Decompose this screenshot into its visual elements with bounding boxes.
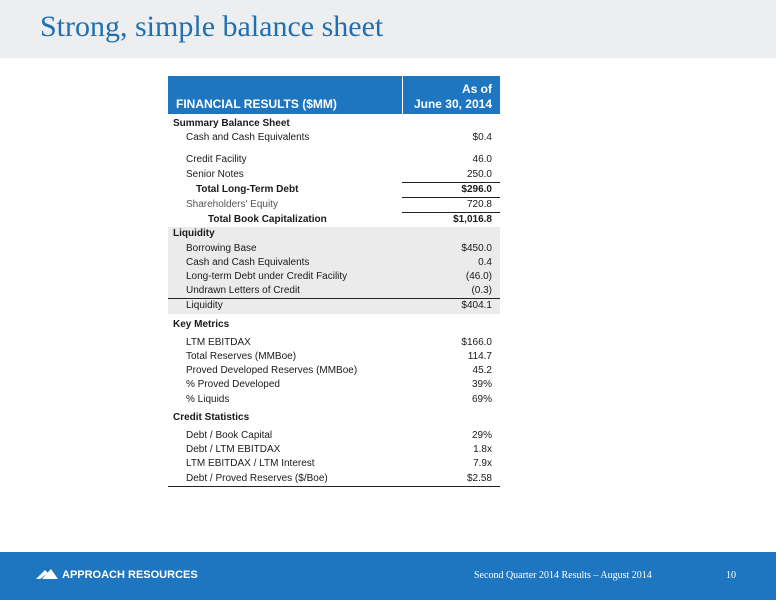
row-value: (46.0): [402, 270, 500, 284]
table-row: [168, 393, 500, 407]
row-value: 250.0: [466, 168, 492, 180]
row-value: $450.0: [402, 242, 500, 256]
section-liquidity: [168, 227, 500, 241]
section-heading: Credit Statistics: [173, 411, 250, 423]
row-value: $2.58: [402, 472, 500, 487]
row-label: Long-term Debt under Credit Facility: [168, 270, 402, 284]
company-logo-text: APPROACH RESOURCES: [62, 569, 198, 581]
row-value: 1.8x: [473, 444, 492, 456]
row-value: 0.4: [402, 256, 500, 270]
header-financial-results: FINANCIAL RESULTS ($MM): [168, 76, 402, 114]
row-label: LTM EBITDAX: [186, 336, 251, 348]
row-value: $0.4: [472, 132, 492, 144]
row-value: 45.2: [472, 365, 492, 377]
row-label: Proved Developed Reserves (MMBoe): [186, 365, 358, 377]
table-row: [168, 284, 500, 299]
row-label: Senior Notes: [186, 168, 244, 180]
table-row: [168, 378, 500, 392]
page-number: 10: [726, 570, 736, 581]
row-value: 39%: [471, 379, 492, 391]
financial-results-table: [168, 76, 500, 487]
table-row: [168, 472, 500, 487]
table-row: [168, 198, 500, 213]
table-row: [168, 168, 500, 183]
approach-logo-icon: [36, 569, 58, 579]
table-row: [168, 457, 500, 471]
table-row-liquidity-total: [168, 299, 500, 314]
row-label: Credit Facility: [186, 154, 247, 166]
header-date: June 30, 2014: [413, 97, 492, 111]
row-value: $166.0: [461, 336, 492, 348]
section-heading: Liquidity: [168, 227, 500, 241]
section-summary-balance-sheet: [168, 114, 500, 131]
row-label: Total Book Capitalization: [208, 213, 327, 225]
table-row: [168, 429, 500, 443]
row-value: $296.0: [402, 182, 500, 197]
row-value: 720.8: [402, 198, 500, 213]
row-label: Debt / LTM EBITDAX: [186, 444, 281, 456]
table-row-total-cap: [168, 213, 500, 228]
table-row: [168, 336, 500, 350]
row-label: % Proved Developed: [186, 379, 280, 391]
header-as-of: As of: [462, 82, 492, 96]
footer-bar: [0, 552, 776, 600]
row-label: Debt / Proved Reserves ($/Boe): [168, 472, 402, 487]
header-as-of-date: [402, 76, 500, 114]
table-row: [168, 242, 500, 256]
row-value: 69%: [471, 393, 492, 405]
table-row-total-ltd: [168, 182, 500, 197]
table-row: [168, 443, 500, 457]
row-value: $1,016.8: [402, 213, 500, 228]
table-row: [168, 131, 500, 145]
row-value: 29%: [471, 430, 492, 442]
footer-caption: Second Quarter 2014 Results – August 2014: [474, 570, 652, 581]
section-heading: Key Metrics: [173, 318, 230, 330]
row-value: 114.7: [467, 351, 492, 363]
row-value: $404.1: [402, 299, 500, 314]
row-label: Debt / Book Capital: [186, 430, 273, 442]
table-row: [168, 270, 500, 284]
row-label: Borrowing Base: [168, 242, 402, 256]
row-label: Undrawn Letters of Credit: [168, 284, 402, 299]
row-label: Shareholders' Equity: [186, 199, 278, 211]
table-row: [168, 364, 500, 378]
spacer-row: [168, 145, 500, 153]
table-row: [168, 256, 500, 270]
section-heading: Summary Balance Sheet: [173, 118, 290, 129]
row-label: Cash and Cash Equivalents: [168, 256, 402, 270]
page-title: Strong, simple balance sheet: [40, 10, 384, 43]
section-key-metrics: [168, 314, 500, 336]
row-label: Total Reserves (MMBoe): [186, 351, 297, 363]
row-label: Cash and Cash Equivalents: [186, 132, 310, 144]
table-row: [168, 153, 500, 167]
row-label: % Liquids: [186, 393, 230, 405]
row-label: Total Long-Term Debt: [196, 183, 299, 195]
table-row: [168, 350, 500, 364]
row-label: Liquidity: [168, 299, 402, 314]
row-value: 7.9x: [473, 458, 492, 470]
row-value: 46.0: [472, 154, 492, 166]
row-value: (0.3): [402, 284, 500, 299]
section-credit-statistics: [168, 407, 500, 429]
row-label: LTM EBITDAX / LTM Interest: [186, 458, 315, 470]
table-header-row: [168, 76, 500, 114]
